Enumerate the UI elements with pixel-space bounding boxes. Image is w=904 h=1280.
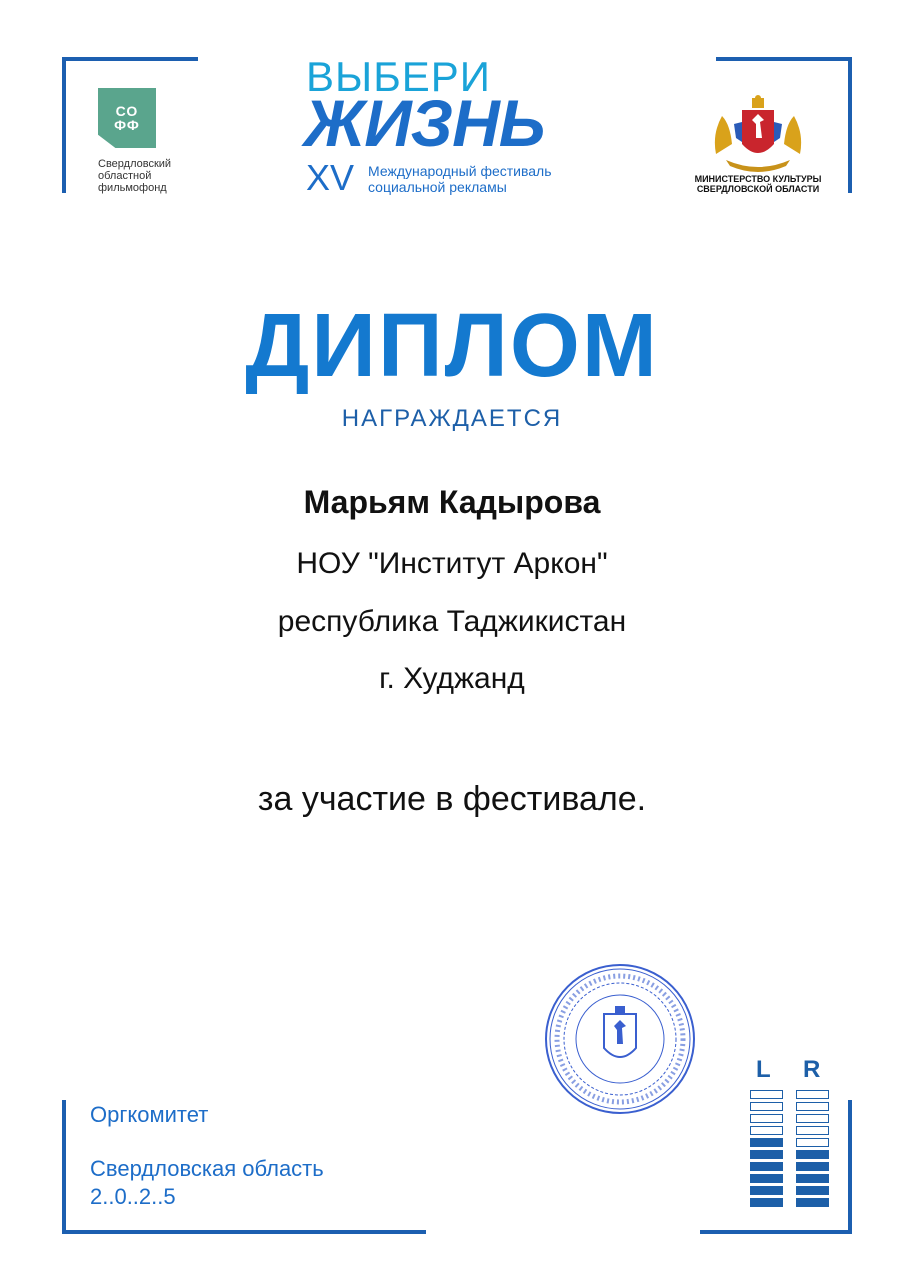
meter-segment <box>750 1114 783 1123</box>
recipient-country: республика Таджикистан <box>277 605 627 638</box>
meter-left-channel <box>750 1090 783 1210</box>
festival-edition: XV <box>306 157 355 198</box>
meter-segment <box>796 1162 829 1171</box>
meter-segment <box>796 1138 829 1147</box>
meter-segment <box>750 1138 783 1147</box>
meter-segment <box>750 1162 783 1171</box>
meter-segment <box>796 1198 829 1207</box>
award-reason: за участие в фестивале. <box>257 780 647 818</box>
recipient-organization: НОУ "Институт Аркон" <box>296 547 608 580</box>
official-stamp <box>543 962 697 1116</box>
organizing-committee: Оргкомитет <box>90 1102 209 1127</box>
meter-right-channel <box>796 1090 829 1210</box>
awarded-heading: НАГРАЖДАЕТСЯ <box>341 405 563 432</box>
filmfund-logo-letters: СО ФФ <box>114 103 140 133</box>
meter-left-label: L <box>756 1056 771 1083</box>
meter-segment <box>796 1150 829 1159</box>
coat-of-arms-icon <box>708 94 808 174</box>
meter-segment <box>750 1090 783 1099</box>
meter-segment <box>796 1114 829 1123</box>
meter-segment <box>796 1186 829 1195</box>
meter-segment <box>750 1198 783 1207</box>
meter-segment <box>750 1174 783 1183</box>
diploma-title: ДИПЛОМ <box>245 296 659 396</box>
festival-description: Международный фестиваль социальной рекламы <box>368 163 552 195</box>
footer-region: Свердловская область 2..0..2..5 <box>90 1156 324 1209</box>
ministry-caption: МИНИСТЕРСТВО КУЛЬТУРЫ СВЕРДЛОВСКОЙ ОБЛАСТИ <box>694 174 822 194</box>
recipient-city: г. Худжанд <box>379 662 525 695</box>
filmfund-caption: Свердловский областной фильмофонд <box>98 158 172 194</box>
meter-segment <box>750 1150 783 1159</box>
meter-segment <box>750 1102 783 1111</box>
meter-right-label: R <box>803 1056 821 1083</box>
festival-logo-word-choose: ВЫБЕРИ <box>306 53 491 100</box>
meter-segment <box>796 1126 829 1135</box>
meter-segment <box>796 1102 829 1111</box>
recipient-name: Марьям Кадырова <box>303 484 601 520</box>
festival-logo-word-life: ЖИЗНЬ <box>304 86 545 160</box>
footer-year: 2..0..2..5 <box>90 1184 176 1209</box>
meter-segment <box>796 1090 829 1099</box>
meter-segment <box>750 1186 783 1195</box>
meter-segment <box>750 1126 783 1135</box>
meter-segment <box>796 1174 829 1183</box>
